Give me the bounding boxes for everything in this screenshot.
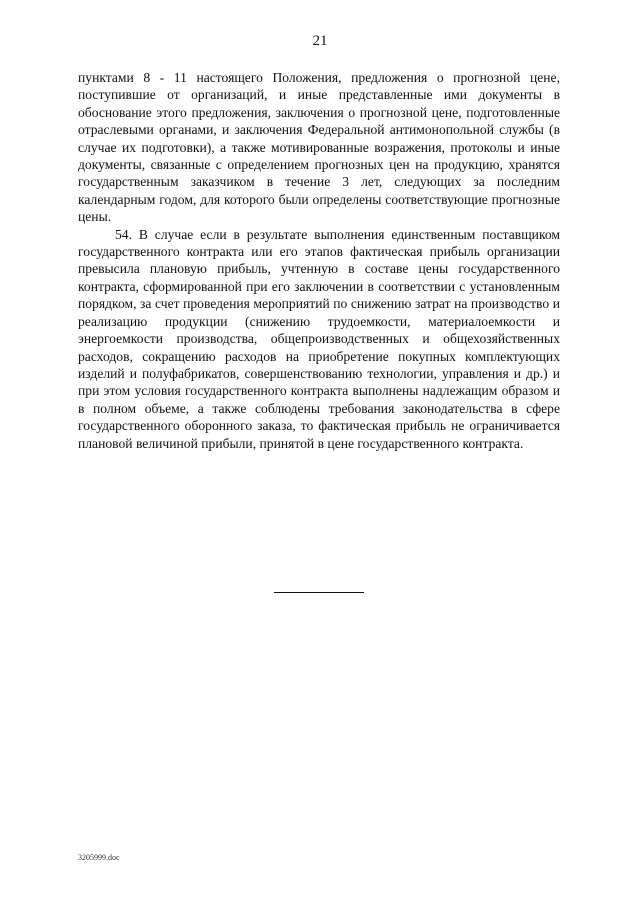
page-number: 21 [312,33,328,49]
footer-filename: 3205999.doc [78,853,120,862]
end-divider-line [274,592,364,593]
paragraph-54: 54. В случае если в результате выполнения единственным поставщиком государственного контракта или его этапов фактическая прибыль организации превысила плановую прибыль, учтенную в составе цены государственного контракта, сформированной при его заключении в соответствии с установленным порядком, за счет проведения мероприятий по снижению затрат на производство и реализацию продукции (снижению трудоемкости, материалоемкости и энергоемкости производства, общепроизводственных и общехозяйственных расходов, сокращению расходов на приобретение покупных комплектующих изделий и полуфабрикатов, совершенствованию технологии, управления и др.) и при этом условия государственного контракта выполнены надлежащим образом и в полном объеме, а также соблюдены требования законодательства в сфере государственного оборонного заказа, то фактическая прибыль не ограничивается плановой величиной прибыли, принятой в цене государственного контракта. [78,226,560,451]
body-text [78,69,560,452]
continuation-paragraph: пунктами 8 - 11 настоящего Положения, предложения о прогнозной цене, поступившие от организаций, и иные представленные ими документы в обоснование этого предложения, заключения о прогнозной цене, подготовленные отраслевыми органами, и заключения Федеральной антимонопольной службы (в случае их подготовки), а также мотивированные возражения, протоколы и иные документы, связанные с определением прогнозных цен на продукцию, хранятся государственным заказчиком в течение 3 лет, следующих за последним календарным годом, для которого были определены соответствующие прогнозные цены. [78,70,560,225]
